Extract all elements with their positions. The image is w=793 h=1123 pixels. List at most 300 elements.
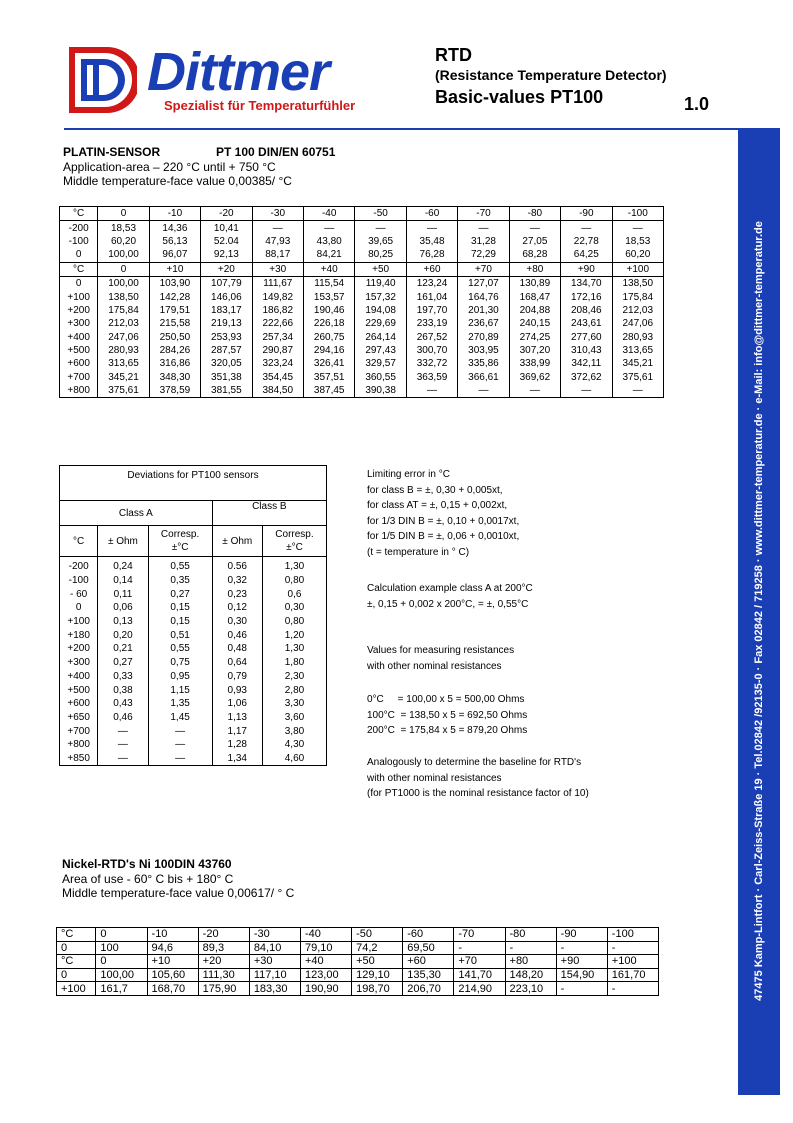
note-line: Values for measuring resistances bbox=[367, 645, 515, 656]
table-row bbox=[60, 384, 664, 398]
value-cell: 310,43 bbox=[561, 344, 612, 357]
value-cell: 0,79 bbox=[212, 670, 262, 684]
table-row bbox=[60, 601, 327, 615]
value-cell: 247,06 bbox=[612, 317, 663, 330]
table-row bbox=[60, 290, 664, 303]
value-cell: 0,20 bbox=[98, 628, 148, 642]
value-cell: 0,32 bbox=[212, 574, 262, 588]
value-cell: -70 bbox=[458, 207, 509, 221]
value-cell: 0 bbox=[96, 928, 147, 942]
row-label-cell: -200 bbox=[60, 557, 98, 574]
column-header-cell: Corresp. ±°C bbox=[148, 526, 212, 557]
value-cell: 96,07 bbox=[149, 248, 200, 262]
table-row bbox=[60, 221, 664, 235]
value-cell: 0,55 bbox=[148, 642, 212, 656]
value-cell: 223,10 bbox=[505, 982, 556, 996]
value-cell: 68,28 bbox=[509, 248, 560, 262]
doc-subtitle: (Resistance Temperature Detector) bbox=[435, 67, 667, 83]
value-cell: 198,70 bbox=[352, 982, 403, 996]
row-label-cell: - 60 bbox=[60, 587, 98, 601]
value-cell: 148,20 bbox=[505, 968, 556, 982]
value-cell: -10 bbox=[149, 207, 200, 221]
note-line: for class AT = ±, 0,15 + 0,002xt, bbox=[367, 500, 508, 512]
row-label-cell: °C bbox=[60, 207, 98, 221]
value-cell: 0,55 bbox=[148, 557, 212, 574]
value-cell: -80 bbox=[509, 207, 560, 221]
value-cell: — bbox=[98, 724, 148, 738]
value-cell: 3,60 bbox=[262, 711, 326, 725]
table-row bbox=[60, 276, 664, 290]
table-row bbox=[60, 574, 327, 588]
analogous-notes bbox=[367, 755, 589, 802]
value-cell: 1,17 bbox=[212, 724, 262, 738]
value-cell: — bbox=[406, 384, 457, 398]
value-cell: 130,89 bbox=[509, 276, 560, 290]
row-label-cell: +600 bbox=[60, 357, 98, 370]
value-cell: 0,12 bbox=[212, 601, 262, 615]
note-line: Calculation example class A at 200°C bbox=[367, 583, 533, 594]
value-cell: -80 bbox=[505, 928, 556, 942]
value-cell: 307,20 bbox=[509, 344, 560, 357]
table-row bbox=[60, 344, 664, 357]
value-cell: 135,30 bbox=[403, 968, 454, 982]
value-cell: 0,46 bbox=[98, 711, 148, 725]
value-cell: 115,54 bbox=[303, 276, 354, 290]
value-cell: +30 bbox=[252, 262, 303, 276]
value-cell: +40 bbox=[303, 262, 354, 276]
value-cell: +100 bbox=[607, 955, 658, 969]
value-cell: 179,51 bbox=[149, 304, 200, 317]
value-cell: 154,90 bbox=[556, 968, 607, 982]
value-cell: +20 bbox=[201, 262, 252, 276]
value-cell: 1,30 bbox=[262, 557, 326, 574]
row-label-cell: +180 bbox=[60, 628, 98, 642]
value-cell: — bbox=[612, 221, 663, 235]
value-cell: 1,30 bbox=[262, 642, 326, 656]
value-cell: 369,62 bbox=[509, 371, 560, 384]
table-row bbox=[57, 968, 659, 982]
value-cell: 183,17 bbox=[201, 304, 252, 317]
value-cell: 270,89 bbox=[458, 331, 509, 344]
value-cell: +100 bbox=[612, 262, 663, 276]
value-cell: 10,41 bbox=[201, 221, 252, 235]
value-cell: +70 bbox=[454, 955, 505, 969]
value-cell: 0,21 bbox=[98, 642, 148, 656]
table-row bbox=[60, 711, 327, 725]
value-cell: 79,10 bbox=[300, 941, 351, 955]
note-line: for 1/3 DIN B = ±, 0,10 + 0,0017xt, bbox=[367, 515, 520, 527]
value-cell: 89,3 bbox=[198, 941, 249, 955]
value-cell: 274,25 bbox=[509, 331, 560, 344]
brand-wordmark: Dittmer bbox=[147, 42, 330, 102]
row-label-cell: +100 bbox=[60, 290, 98, 303]
value-cell: +80 bbox=[509, 262, 560, 276]
value-cell: 0,64 bbox=[212, 656, 262, 670]
value-cell: -90 bbox=[556, 928, 607, 942]
value-cell: 146,06 bbox=[201, 290, 252, 303]
value-cell: 243,61 bbox=[561, 317, 612, 330]
value-cell: 0,75 bbox=[148, 656, 212, 670]
value-cell: 1,45 bbox=[148, 711, 212, 725]
value-cell: — bbox=[148, 738, 212, 752]
value-cell: 111,30 bbox=[198, 968, 249, 982]
value-cell: 1,28 bbox=[212, 738, 262, 752]
value-cell: 0,06 bbox=[98, 601, 148, 615]
value-cell: 236,67 bbox=[458, 317, 509, 330]
value-cell: 294,16 bbox=[303, 344, 354, 357]
class-a-header: Class A bbox=[60, 501, 213, 526]
row-label-cell: +800 bbox=[60, 738, 98, 752]
value-cell: +90 bbox=[561, 262, 612, 276]
value-cell: +50 bbox=[355, 262, 406, 276]
value-cell: 14,36 bbox=[149, 221, 200, 235]
column-header-cell: ± Ohm bbox=[98, 526, 148, 557]
value-cell: — bbox=[98, 752, 148, 766]
value-cell: +30 bbox=[249, 955, 300, 969]
value-cell: 0,33 bbox=[98, 670, 148, 684]
row-label-cell: +300 bbox=[60, 656, 98, 670]
value-cell: 138,50 bbox=[98, 290, 149, 303]
value-cell: 0.56 bbox=[212, 557, 262, 574]
note-line: with other nominal resistances bbox=[367, 772, 502, 784]
value-cell: +80 bbox=[505, 955, 556, 969]
value-cell: 0 bbox=[96, 955, 147, 969]
value-cell: 175,90 bbox=[198, 982, 249, 996]
value-cell: 149,82 bbox=[252, 290, 303, 303]
column-header-cell: Corresp. ±°C bbox=[262, 526, 326, 557]
deviations-table bbox=[59, 465, 327, 766]
value-cell: 161,04 bbox=[406, 290, 457, 303]
value-cell: 326,41 bbox=[303, 357, 354, 370]
value-cell: 323,24 bbox=[252, 357, 303, 370]
contact-text: 47475 Kamp-Lintfort · Carl-Zeiss-Straße 19 · Tel.02842 /92135-0 · Fax 02842 / 719258 · www.dittmer-temperatur.de · e-Mail: info@dittmer-temperatur.de bbox=[753, 221, 765, 1001]
value-cell: 168,70 bbox=[147, 982, 198, 996]
value-cell: 88,17 bbox=[252, 248, 303, 262]
value-cell: 287,57 bbox=[201, 344, 252, 357]
value-cell: 214,90 bbox=[454, 982, 505, 996]
note-line: with other nominal resistances bbox=[367, 660, 502, 672]
note-line: 100°C = 138,50 x 5 = 692,50 Ohms bbox=[367, 709, 528, 721]
value-cell: - bbox=[607, 941, 658, 955]
value-cell: 280,93 bbox=[612, 331, 663, 344]
value-cell: — bbox=[98, 738, 148, 752]
doc-title-main: Basic-values PT100 bbox=[435, 87, 604, 107]
value-cell: - bbox=[607, 982, 658, 996]
value-cell: 260,75 bbox=[303, 331, 354, 344]
value-cell: -70 bbox=[454, 928, 505, 942]
value-cell: 183,30 bbox=[249, 982, 300, 996]
value-cell: 0,51 bbox=[148, 628, 212, 642]
value-cell: — bbox=[561, 384, 612, 398]
value-cell: 3,30 bbox=[262, 697, 326, 711]
row-label-cell: +700 bbox=[60, 371, 98, 384]
value-cell: 335,86 bbox=[458, 357, 509, 370]
table-row bbox=[60, 656, 327, 670]
value-cell: — bbox=[148, 752, 212, 766]
value-cell: -60 bbox=[403, 928, 454, 942]
value-cell: 168,47 bbox=[509, 290, 560, 303]
value-cell: — bbox=[509, 384, 560, 398]
value-cell: 1,15 bbox=[148, 683, 212, 697]
value-cell: 76,28 bbox=[406, 248, 457, 262]
value-cell: — bbox=[252, 221, 303, 235]
value-cell: 0,95 bbox=[148, 670, 212, 684]
value-cell: 161,70 bbox=[607, 968, 658, 982]
pt100-application-area: Application-area – 220 °C until + 750 °C bbox=[63, 160, 276, 174]
value-cell: 375,61 bbox=[98, 384, 149, 398]
value-cell: — bbox=[509, 221, 560, 235]
value-cell: 107,79 bbox=[201, 276, 252, 290]
value-cell: 219,13 bbox=[201, 317, 252, 330]
value-cell: - bbox=[556, 982, 607, 996]
value-cell: 303,95 bbox=[458, 344, 509, 357]
value-cell: -40 bbox=[303, 207, 354, 221]
value-cell: 316,86 bbox=[149, 357, 200, 370]
table-row bbox=[60, 235, 664, 248]
value-cell: -90 bbox=[561, 207, 612, 221]
value-cell: +50 bbox=[352, 955, 403, 969]
row-label-cell: +500 bbox=[60, 683, 98, 697]
value-cell: 103,90 bbox=[149, 276, 200, 290]
table-row bbox=[57, 955, 659, 969]
value-cell: 1,13 bbox=[212, 711, 262, 725]
table-row bbox=[60, 207, 664, 221]
value-cell: 127,07 bbox=[458, 276, 509, 290]
value-cell: 100,00 bbox=[98, 248, 149, 262]
value-cell: 190,46 bbox=[303, 304, 354, 317]
value-cell: 0,6 bbox=[262, 587, 326, 601]
note-line: for 1/5 DIN B = ±, 0,06 + 0,0010xt, bbox=[367, 531, 520, 543]
row-label-cell: 0 bbox=[60, 276, 98, 290]
value-cell: 363,59 bbox=[406, 371, 457, 384]
value-cell: -60 bbox=[406, 207, 457, 221]
value-cell: 35,48 bbox=[406, 235, 457, 248]
row-label-cell: +700 bbox=[60, 724, 98, 738]
value-cell: -50 bbox=[352, 928, 403, 942]
value-cell: 100,00 bbox=[98, 276, 149, 290]
value-cell: +60 bbox=[403, 955, 454, 969]
value-cell: 22,78 bbox=[561, 235, 612, 248]
row-label-cell: 0 bbox=[60, 248, 98, 262]
row-label-cell: -100 bbox=[60, 574, 98, 588]
row-label-cell: +400 bbox=[60, 331, 98, 344]
value-cell: +90 bbox=[556, 955, 607, 969]
value-cell: 161,7 bbox=[96, 982, 147, 996]
table-row bbox=[60, 371, 664, 384]
class-b-header: Class B bbox=[212, 501, 326, 526]
value-cell: — bbox=[303, 221, 354, 235]
row-label-cell: +800 bbox=[60, 384, 98, 398]
value-cell: 4,30 bbox=[262, 738, 326, 752]
value-cell: 320,05 bbox=[201, 357, 252, 370]
note-line: 200°C = 175,84 x 5 = 879,20 Ohms bbox=[367, 725, 528, 737]
value-cell: 345,21 bbox=[612, 357, 663, 370]
value-cell: 0,14 bbox=[98, 574, 148, 588]
value-cell: 247,06 bbox=[98, 331, 149, 344]
dittmer-logo-icon bbox=[67, 45, 137, 115]
value-cell: 0,13 bbox=[98, 615, 148, 629]
value-cell: 387,45 bbox=[303, 384, 354, 398]
value-cell: 332,72 bbox=[406, 357, 457, 370]
row-label-cell: 0 bbox=[57, 968, 96, 982]
value-cell: 0,35 bbox=[148, 574, 212, 588]
value-cell: 253,93 bbox=[201, 331, 252, 344]
value-cell: 0,27 bbox=[98, 656, 148, 670]
row-label-cell: +500 bbox=[60, 344, 98, 357]
value-cell: - bbox=[454, 941, 505, 955]
value-cell: 80,25 bbox=[355, 248, 406, 262]
value-cell: +10 bbox=[149, 262, 200, 276]
row-label-cell: -200 bbox=[60, 221, 98, 235]
value-cell: 43,80 bbox=[303, 235, 354, 248]
resistance-examples bbox=[367, 692, 527, 739]
value-cell: 153,57 bbox=[303, 290, 354, 303]
value-cell: 280,93 bbox=[98, 344, 149, 357]
value-cell: 197,70 bbox=[406, 304, 457, 317]
row-label-cell: 0 bbox=[57, 941, 96, 955]
value-cell: 351,38 bbox=[201, 371, 252, 384]
value-cell: 134,70 bbox=[561, 276, 612, 290]
table-row bbox=[60, 683, 327, 697]
value-cell: 164,76 bbox=[458, 290, 509, 303]
value-cell: 0 bbox=[98, 262, 149, 276]
value-cell: — bbox=[458, 221, 509, 235]
contact-sidebar bbox=[738, 128, 780, 1095]
table-row bbox=[60, 587, 327, 601]
value-cell: 175,84 bbox=[612, 290, 663, 303]
table-row bbox=[57, 928, 659, 942]
value-cell: — bbox=[406, 221, 457, 235]
value-cell: - bbox=[556, 941, 607, 955]
table-row bbox=[60, 724, 327, 738]
row-label-cell: +650 bbox=[60, 711, 98, 725]
row-label-cell: +600 bbox=[60, 697, 98, 711]
value-cell: 1,34 bbox=[212, 752, 262, 766]
value-cell: 357,51 bbox=[303, 371, 354, 384]
value-cell: 0,27 bbox=[148, 587, 212, 601]
value-cell: 123,24 bbox=[406, 276, 457, 290]
value-cell: 39,65 bbox=[355, 235, 406, 248]
row-label-cell: +200 bbox=[60, 304, 98, 317]
value-cell: 284,26 bbox=[149, 344, 200, 357]
nickel-area-of-use: Area of use - 60° C bis + 180° C bbox=[62, 872, 234, 886]
measuring-resistances-notes bbox=[367, 643, 514, 674]
value-cell: +70 bbox=[458, 262, 509, 276]
value-cell: 390,38 bbox=[355, 384, 406, 398]
value-cell: -10 bbox=[147, 928, 198, 942]
note-line: (t = temperature in ° C) bbox=[367, 546, 470, 558]
value-cell: +20 bbox=[198, 955, 249, 969]
value-cell: 60,20 bbox=[98, 235, 149, 248]
value-cell: 123,00 bbox=[300, 968, 351, 982]
table-row bbox=[60, 738, 327, 752]
value-cell: 290,87 bbox=[252, 344, 303, 357]
value-cell: 257,34 bbox=[252, 331, 303, 344]
value-cell: -50 bbox=[355, 207, 406, 221]
value-cell: -20 bbox=[198, 928, 249, 942]
value-cell: 69,50 bbox=[403, 941, 454, 955]
value-cell: 0,48 bbox=[212, 642, 262, 656]
value-cell: 1,06 bbox=[212, 697, 262, 711]
value-cell: 267,52 bbox=[406, 331, 457, 344]
value-cell: 172,16 bbox=[561, 290, 612, 303]
table-row bbox=[60, 317, 664, 330]
note-line: for class B = ±, 0,30 + 0,005xt, bbox=[367, 484, 503, 496]
value-cell: 212,03 bbox=[98, 317, 149, 330]
value-cell: +10 bbox=[147, 955, 198, 969]
calculation-example bbox=[367, 581, 533, 612]
value-cell: 117,10 bbox=[249, 968, 300, 982]
value-cell: -30 bbox=[252, 207, 303, 221]
value-cell: 338,99 bbox=[509, 357, 560, 370]
value-cell: 0,80 bbox=[262, 615, 326, 629]
value-cell: 142,28 bbox=[149, 290, 200, 303]
value-cell: 222,66 bbox=[252, 317, 303, 330]
value-cell: 0,23 bbox=[212, 587, 262, 601]
value-cell: 2,80 bbox=[262, 683, 326, 697]
value-cell: 138,50 bbox=[612, 276, 663, 290]
value-cell: 2,30 bbox=[262, 670, 326, 684]
value-cell: 60,20 bbox=[612, 248, 663, 262]
value-cell: 264,14 bbox=[355, 331, 406, 344]
value-cell: 342,11 bbox=[561, 357, 612, 370]
row-label-cell: +100 bbox=[57, 982, 96, 996]
value-cell: 186,82 bbox=[252, 304, 303, 317]
value-cell: 31,28 bbox=[458, 235, 509, 248]
value-cell: 56,13 bbox=[149, 235, 200, 248]
value-cell: 111,67 bbox=[252, 276, 303, 290]
deviations-title: Deviations for PT100 sensors bbox=[60, 466, 327, 501]
nickel-heading: Nickel-RTD's Ni 100DIN 43760 bbox=[62, 857, 232, 871]
value-cell: 52.04 bbox=[201, 235, 252, 248]
value-cell: 92,13 bbox=[201, 248, 252, 262]
row-label-cell: +200 bbox=[60, 642, 98, 656]
table-row bbox=[60, 697, 327, 711]
table-row bbox=[60, 642, 327, 656]
value-cell: 0,11 bbox=[98, 587, 148, 601]
value-cell: 18,53 bbox=[98, 221, 149, 235]
value-cell: 300,70 bbox=[406, 344, 457, 357]
value-cell: — bbox=[612, 384, 663, 398]
deviations-column-header bbox=[60, 526, 327, 557]
value-cell: 329,57 bbox=[355, 357, 406, 370]
value-cell: 0,30 bbox=[212, 615, 262, 629]
value-cell: 0 bbox=[98, 207, 149, 221]
value-cell: - bbox=[505, 941, 556, 955]
value-cell: 297,43 bbox=[355, 344, 406, 357]
value-cell: 4,60 bbox=[262, 752, 326, 766]
value-cell: 226,18 bbox=[303, 317, 354, 330]
value-cell: 381,55 bbox=[201, 384, 252, 398]
value-cell: 354,45 bbox=[252, 371, 303, 384]
value-cell: 375,61 bbox=[612, 371, 663, 384]
value-cell: 348,30 bbox=[149, 371, 200, 384]
note-line: 0°C = 100,00 x 5 = 500,00 Ohms bbox=[367, 694, 525, 705]
value-cell: 1,35 bbox=[148, 697, 212, 711]
value-cell: — bbox=[355, 221, 406, 235]
table-row bbox=[60, 670, 327, 684]
value-cell: 233,19 bbox=[406, 317, 457, 330]
value-cell: 157,32 bbox=[355, 290, 406, 303]
value-cell: -20 bbox=[201, 207, 252, 221]
value-cell: 194,08 bbox=[355, 304, 406, 317]
header-divider bbox=[64, 128, 738, 130]
value-cell: 384,50 bbox=[252, 384, 303, 398]
value-cell: 240,15 bbox=[509, 317, 560, 330]
column-header-cell: ± Ohm bbox=[212, 526, 262, 557]
value-cell: 313,65 bbox=[612, 344, 663, 357]
value-cell: 84,21 bbox=[303, 248, 354, 262]
